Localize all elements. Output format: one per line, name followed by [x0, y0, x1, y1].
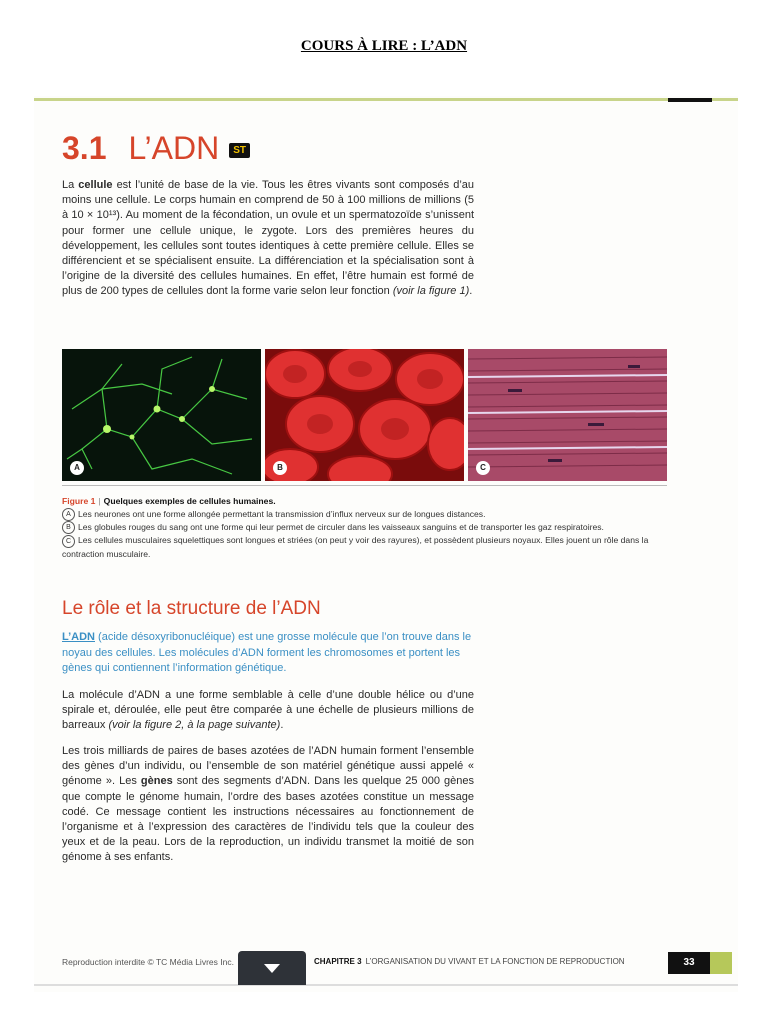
- figure-rule: [62, 485, 667, 486]
- caption-text-a: Les neurones ont une forme allongée permettant la transmission d’influx nerveux sur de longues distances.: [78, 509, 486, 519]
- section-number: 3.1: [62, 130, 107, 166]
- intro-paragraph: [62, 178, 474, 300]
- intro-text-1: La: [62, 179, 79, 191]
- photo-badge-a: A: [70, 461, 84, 475]
- figure-title: Quelques exemples de cellules humaines.: [103, 496, 276, 506]
- document-title: COURS À LIRE : L’ADN: [300, 38, 468, 54]
- genome-text-2: sont des segments d’ADN. Dans les quelque 25 000 gènes que compte le génome humain, l’ordre des bases azotées constitue un message codé. Ce message contient les instructions nécessaires au fonctionnement de l’organisme et à l’expression des caractères de l’individu tels que la couleur des yeux et de la peau. Lors de la reproduction, un individu transmet la moitié de son génome à ses enfants.: [62, 775, 474, 864]
- page-number: 33: [668, 952, 710, 974]
- genome-text-1: Les trois milliards de paires de bases azotées de l’ADN humain forment l’ensemble des gènes d’un individu, ou l’ensemble de son matériel génétique aussi appelé « génome ». Les: [62, 745, 474, 788]
- intro-term-cellule: cellule: [78, 179, 113, 191]
- photo-neurones: [62, 349, 261, 481]
- bottom-rule: [34, 984, 738, 986]
- genome-paragraph: [62, 744, 474, 866]
- intro-text-2: est l’unité de base de la vie. Tous les êtres vivants sont composés d’au moins une cellule. Le corps humain en comprend de 50 à 100 millions de millions (5 à 10 × 10¹³). Au moment de la fécondation, un ovule et un spermatozoïde s’unissent pour former une cellule unique, le zygote. Lors des premières heures du développement, les cellules sont toutes identiques à cette première cellule. Elles se différencient et se spécialisent ensuite. La différenciation et la spécialisation sont à l’origine de la diversité des cellules humaines. En effet, l’être humain est formé de plus de 200 types de cellules dont la forme varie selon leur fonction: [62, 179, 474, 298]
- footer-chapter: [314, 957, 625, 966]
- caption-letter-c: C: [62, 535, 75, 548]
- caption-text-c: Les cellules musculaires squelettiques sont longues et striées (on peut y voir des rayures), et possèdent plusieurs noyaux. Elles jouent un rôle dans la contraction musculaire.: [62, 535, 649, 559]
- helix-paragraph: [62, 688, 474, 734]
- photo-cellules-musculaires: [468, 349, 667, 481]
- photo-badge-b: B: [273, 461, 287, 475]
- photo-badge-c: C: [476, 461, 490, 475]
- intro-end: .: [469, 285, 473, 298]
- section-title: L’ADN: [128, 130, 220, 166]
- adn-definition: [62, 630, 474, 677]
- scroll-down-button[interactable]: [238, 951, 306, 985]
- top-rule: [34, 98, 738, 101]
- footer-copyright: Reproduction interdite © TC Média Livres Inc.: [62, 957, 234, 967]
- neurones-image: [62, 349, 261, 481]
- st-badge: ST: [229, 143, 250, 158]
- figure-photos: [62, 349, 667, 481]
- caption-item-a: [62, 508, 682, 521]
- subsection-title: Le rôle et la structure de l’ADN: [62, 598, 321, 619]
- definition-text: (acide désoxyribonucléique) est une grosse molécule que l’on trouve dans le noyau des cellules. Les molécules d’ADN forment les chromosomes et portent les gènes qui contiennent l’information génétique.: [62, 631, 472, 674]
- page-footer: [62, 952, 738, 974]
- globules-rouges-image: [265, 349, 464, 481]
- genome-term-genes: gènes: [140, 775, 173, 788]
- helix-figure-ref: (voir la figure 2, à la page suivante): [108, 719, 281, 732]
- figure-separator: |: [98, 496, 101, 506]
- page-tab: [710, 952, 732, 974]
- caption-text-b: Les globules rouges du sang ont une forme qui leur permet de circuler dans les vaisseaux sanguins et de transporter les gaz respiratoires.: [78, 522, 604, 533]
- top-mark: [668, 98, 712, 102]
- footer-chapter-title: L’ORGANISATION DU VIVANT ET LA FONCTION DE REPRODUCTION: [365, 957, 625, 966]
- figure-caption-title: [62, 495, 682, 508]
- caption-letter-a: A: [62, 508, 75, 521]
- helix-end: .: [280, 719, 284, 732]
- caption-letter-b: B: [62, 521, 75, 534]
- helix-text: La molécule d’ADN a une forme semblable à celle d’une double hélice ou d’une spirale et, déroulée, elle peut être comparée à une échelle de plusieurs millions de barreaux: [62, 689, 474, 732]
- figure-caption: [62, 495, 682, 561]
- definition-term: L’ADN: [62, 631, 95, 643]
- caption-item-b: [62, 521, 682, 534]
- cellules-musculaires-image: [468, 349, 667, 481]
- caption-item-c: [62, 534, 682, 560]
- photo-globules-rouges: [265, 349, 464, 481]
- footer-chapter-label: CHAPITRE 3: [314, 957, 362, 966]
- figure-label: Figure 1: [62, 496, 96, 506]
- intro-figure-ref: (voir la figure 1): [392, 285, 470, 298]
- section-heading: [62, 130, 250, 167]
- textbook-page: [34, 96, 738, 992]
- chevron-down-icon: [264, 964, 280, 973]
